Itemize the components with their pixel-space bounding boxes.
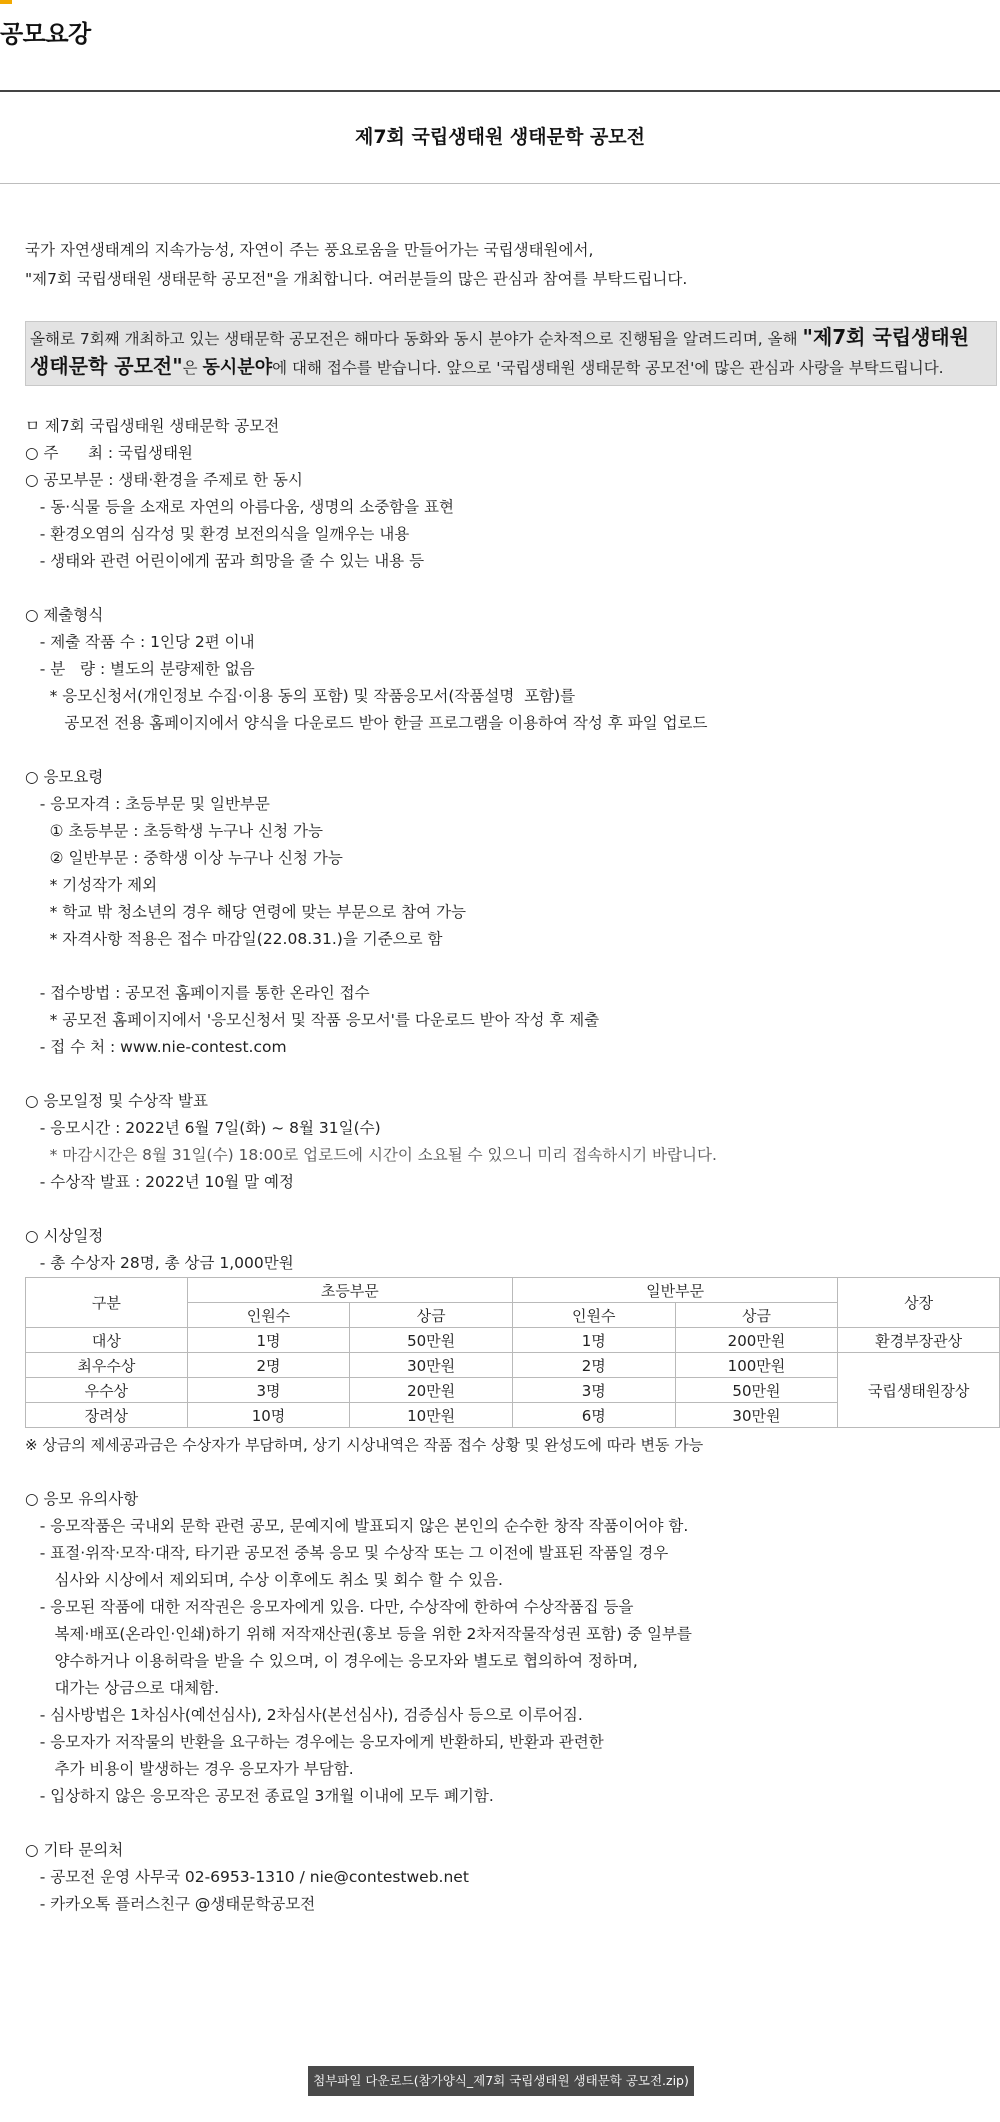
list-item: 복제·배포(온라인·인쇄)하기 위해 저작재산권(홍보 등을 위한 2차저작물작성권 포함) 중 일부를 [25, 1625, 692, 1643]
table-cell: 최우수상 [26, 1353, 188, 1378]
list-item: ① 초등부문 : 초등학생 누구나 신청 가능 [25, 822, 323, 840]
section-heading: ○ 시상일정 [25, 1227, 104, 1245]
table-cell: 50만원 [350, 1328, 513, 1353]
header-divider [0, 90, 1000, 92]
attachment-download-button[interactable]: 첨부파일 다운로드(참가양식_제7회 국립생태원 생태문학 공모전.zip) [308, 2066, 694, 2096]
list-item: - 접 수 처 : www.nie-contest.com [25, 1038, 287, 1056]
table-cell: 3명 [512, 1378, 675, 1403]
section-heading: ○ 제출형식 [25, 606, 104, 624]
table-cell: 2명 [187, 1353, 350, 1378]
list-item: 공모전 전용 홈페이지에서 양식을 다운로드 받아 한글 프로그램을 이용하여 작성 후 파일 업로드 [25, 714, 708, 732]
table-row [26, 1353, 1000, 1378]
list-item: 양수하거나 이용허락을 받을 수 있으며, 이 경우에는 응모자와 별도로 협의하여 정하며, [25, 1652, 638, 1670]
list-item: - 제출 작품 수 : 1인당 2편 이내 [25, 633, 255, 651]
intro-line-1: 국가 자연생태계의 지속가능성, 자연이 주는 풍요로움을 만들어가는 국립생태원에서, [25, 241, 594, 259]
table-cell: 1명 [187, 1328, 350, 1353]
table-cell: 100만원 [675, 1353, 838, 1378]
notice-text: 에 대해 접수를 받습니다. 앞으로 '국립생태원 생태문학 공모전'에 많은 관심과 사랑을 부탁드립니다. [272, 359, 944, 377]
table-cell: 200만원 [675, 1328, 838, 1353]
title-divider [0, 183, 1000, 184]
table-cell: 30만원 [675, 1403, 838, 1428]
notice-text: 올해로 7회째 개최하고 있는 생태문학 공모전은 해마다 동화와 동시 분야가 순차적으로 진행됨을 알려드리며, 올해 [30, 330, 803, 348]
notice-text: 은 [182, 359, 203, 377]
list-item: 심사와 시상에서 제외되며, 수상 이후에도 취소 및 회수 할 수 있음. [25, 1571, 503, 1589]
list-item: * 마감시간은 8월 31일(수) 18:00로 업로드에 시간이 소요될 수 있으니 미리 접속하시기 바랍니다. [25, 1146, 717, 1164]
intro-line-2: "제7회 국립생태원 생태문학 공모전"을 개최합니다. 여러분들의 많은 관심과 참여를 부탁드립니다. [25, 270, 688, 288]
table-cell: 10만원 [350, 1403, 513, 1428]
table-subheader-prize: 상금 [350, 1303, 513, 1328]
table-header-elementary: 초등부문 [187, 1278, 512, 1303]
table-row [26, 1328, 1000, 1353]
contact-kakao-line: - 카카오톡 플러스친구 @생태문학공모전 [25, 1895, 316, 1913]
table-cell: 3명 [187, 1378, 350, 1403]
notice-highlight-title: "제7회 국립생태원 생태문학 공모전" [30, 325, 970, 378]
list-item: - 동·식물 등을 소재로 자연의 아름다움, 생명의 소중함을 표현 [25, 498, 454, 516]
list-item: * 공모전 홈페이지에서 '응모신청서 및 작품 응모서'를 다운로드 받아 작성 후 제출 [25, 1011, 600, 1029]
list-item: 추가 비용이 발생하는 경우 응모자가 부담함. [25, 1760, 354, 1778]
table-cell: 국립생태원장상 [838, 1353, 1000, 1428]
table-subheader-count: 인원수 [187, 1303, 350, 1328]
award-footnote: ※ 상금의 제세공과금은 수상자가 부담하며, 상기 시상내역은 작품 접수 상황 및 완성도에 따라 변동 가능 [25, 1436, 704, 1454]
list-item: - 접수방법 : 공모전 홈페이지를 통한 온라인 접수 [25, 984, 370, 1002]
notice-highlight-field: 동시분야 [202, 357, 273, 378]
section-heading: ○ 응모일정 및 수상작 발표 [25, 1092, 208, 1110]
table-cell: 10명 [187, 1403, 350, 1428]
notice-box [25, 321, 997, 386]
post-title: 제7회 국립생태원 생태문학 공모전 [354, 126, 646, 148]
table-cell: 20만원 [350, 1378, 513, 1403]
list-item: 대가는 상금으로 대체함. [25, 1679, 220, 1697]
section-heading: ○ 기타 문의처 [25, 1841, 124, 1859]
header-accent-bar [0, 0, 12, 4]
table-cell: 장려상 [26, 1403, 188, 1428]
list-item: * 학교 밖 청소년의 경우 해당 연령에 맞는 부문으로 참여 가능 [25, 903, 467, 921]
table-cell: 환경부장관상 [838, 1328, 1000, 1353]
table-subheader-prize: 상금 [675, 1303, 838, 1328]
table-cell: 6명 [512, 1403, 675, 1428]
list-item: - 분 량 : 별도의 분량제한 없음 [25, 660, 255, 678]
table-cell: 1명 [512, 1328, 675, 1353]
list-item: - 응모시간 : 2022년 6월 7일(화) ~ 8월 31일(수) [25, 1119, 381, 1137]
section-heading: ○ 응모요령 [25, 768, 104, 786]
list-item: - 응모자가 저작물의 반환을 요구하는 경우에는 응모자에게 반환하되, 반환과 관련한 [25, 1733, 604, 1751]
list-item: - 입상하지 않은 응모작은 공모전 종료일 3개월 이내에 모두 폐기함. [25, 1787, 494, 1805]
list-item: - 응모자격 : 초등부문 및 일반부문 [25, 795, 270, 813]
list-item: - 표절·위작·모작·대작, 타기관 공모전 중복 응모 및 수상작 또는 그 이전에 발표된 작품일 경우 [25, 1544, 669, 1562]
list-item: - 수상작 발표 : 2022년 10월 말 예정 [25, 1173, 294, 1191]
list-item: - 심사방법은 1차심사(예선심사), 2차심사(본선심사), 검증심사 등으로 이루어짐. [25, 1706, 583, 1724]
table-header-award-name: 상장 [838, 1278, 1000, 1328]
table-subheader-count: 인원수 [512, 1303, 675, 1328]
table-header-general: 일반부문 [512, 1278, 837, 1303]
host-line: ○ 주 최 : 국립생태원 [25, 444, 193, 462]
table-cell: 우수상 [26, 1378, 188, 1403]
category-line: ○ 공모부문 : 생태·환경을 주제로 한 동시 [25, 471, 303, 489]
page-heading: 공모요강 [0, 20, 91, 48]
list-item: * 자격사항 적용은 접수 마감일(22.08.31.)을 기준으로 함 [25, 930, 443, 948]
contact-email-line: - 공모전 운영 사무국 02-6953-1310 / nie@contestweb.net [25, 1868, 469, 1886]
table-header-division: 구분 [26, 1278, 188, 1328]
list-item: - 응모작품은 국내외 문학 관련 공모, 문예지에 발표되지 않은 본인의 순수한 창작 작품이어야 함. [25, 1517, 689, 1535]
post-body [25, 236, 1000, 1918]
section-heading: ○ 응모 유의사항 [25, 1490, 139, 1508]
table-cell: 대상 [26, 1328, 188, 1353]
list-item: - 응모된 작품에 대한 저작권은 응모자에게 있음. 다만, 수상작에 한하여 수상작품집 등을 [25, 1598, 634, 1616]
table-cell: 2명 [512, 1353, 675, 1378]
table-cell: 50만원 [675, 1378, 838, 1403]
list-item: * 응모신청서(개인정보 수집·이용 동의 포함) 및 작품응모서(작품설명 포함)를 [25, 687, 576, 705]
table-cell: 30만원 [350, 1353, 513, 1378]
list-item: - 생태와 관련 어린이에게 꿈과 희망을 줄 수 있는 내용 등 [25, 552, 425, 570]
list-item: - 환경오염의 심각성 및 환경 보전의식을 일깨우는 내용 [25, 525, 410, 543]
section-heading: ㅁ 제7회 국립생태원 생태문학 공모전 [25, 417, 280, 435]
list-item: * 기성작가 제외 [25, 876, 158, 894]
award-table [25, 1277, 1000, 1428]
list-item: - 총 수상자 28명, 총 상금 1,000만원 [25, 1254, 294, 1272]
list-item: ② 일반부문 : 중학생 이상 누구나 신청 가능 [25, 849, 343, 867]
